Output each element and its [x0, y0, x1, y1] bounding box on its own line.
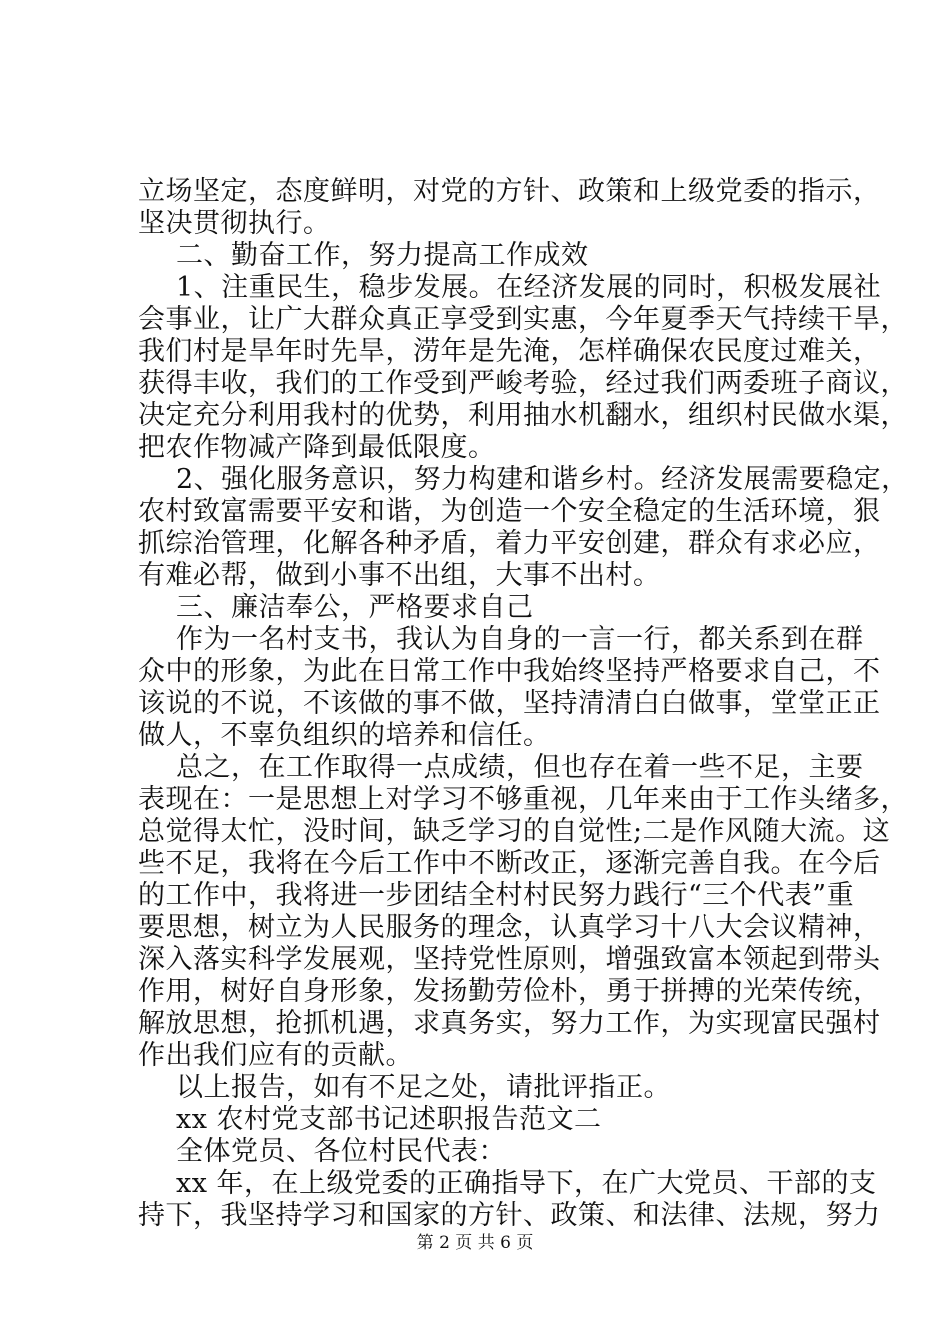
text-line: 坚决贯彻执行。 [138, 208, 331, 239]
text-line: 解放思想，抢抓机遇，求真务实，努力工作，为实现富民强村 [138, 1008, 881, 1039]
text-line: 农村致富需要平安和谐，为创造一个安全稳定的生活环境，狠 [138, 496, 881, 527]
text-line: 做人，不辜负组织的培养和信任。 [138, 720, 551, 751]
text-line: 抓综治管理，化解各种矛盾，着力平安创建，群众有求必应， [138, 528, 881, 559]
text-line: 要思想，树立为人民服务的理念，认真学习十八大会议精神， [138, 912, 881, 943]
page-number-footer: 第 2 页 共 6 页 [416, 1233, 534, 1253]
text-line: 些不足，我将在今后工作中不断改正，逐渐完善自我。在今后 [138, 848, 881, 879]
text-line: 立场坚定，态度鲜明，对党的方针、政策和上级党委的指示， [138, 176, 881, 207]
text-line: 表现在：一是思想上对学习不够重视，几年来由于工作头绪多， [138, 784, 908, 815]
text-line: 我们村是旱年时先旱，涝年是先淹，怎样确保农民度过难关， [138, 336, 881, 367]
text-line: 作出我们应有的贡献。 [138, 1040, 413, 1071]
text-line: 以上报告，如有不足之处，请批评指正。 [176, 1072, 671, 1103]
text-line: 总之，在工作取得一点成绩，但也存在着一些不足，主要 [176, 752, 864, 783]
text-line: 总觉得太忙，没时间，缺乏学习的自觉性;二是作风随大流。这 [138, 816, 891, 847]
text-line: 2、强化服务意识，努力构建和谐乡村。经济发展需要稳定， [176, 464, 909, 495]
text-line: 持下，我坚持学习和国家的方针、政策、和法律、法规，努力 [138, 1200, 881, 1231]
text-line: 决定充分利用我村的优势，利用抽水机翻水，组织村民做水渠， [138, 400, 908, 431]
document-title: xx 农村党支部书记述职报告范文二 [176, 1104, 602, 1135]
text-line: 把农作物减产降到最低限度。 [138, 432, 496, 463]
text-line: 的工作中，我将进一步团结全村村民努力践行“三个代表”重 [138, 880, 855, 911]
text-line: 众中的形象，为此在日常工作中我始终坚持严格要求自己，不 [138, 656, 881, 687]
text-line: 作为一名村支书，我认为自身的一言一行，都关系到在群 [176, 624, 864, 655]
text-line: 有难必帮，做到小事不出组，大事不出村。 [138, 560, 661, 591]
text-line: 1、注重民生，稳步发展。在经济发展的同时，积极发展社 [176, 272, 882, 303]
text-line: xx 年，在上级党委的正确指导下，在广大党员、干部的支 [176, 1168, 877, 1199]
text-line: 会事业，让广大群众真正享受到实惠，今年夏季天气持续干旱， [138, 304, 908, 335]
text-line: 深入落实科学发展观，坚持党性原则，增强致富本领起到带头 [138, 944, 881, 975]
text-line: 获得丰收，我们的工作受到严峻考验，经过我们两委班子商议， [138, 368, 908, 399]
text-line: 该说的不说，不该做的事不做，坚持清清白白做事，堂堂正正 [138, 688, 881, 719]
section-heading: 二、勤奋工作，努力提高工作成效 [176, 240, 589, 271]
section-heading: 三、廉洁奉公，严格要求自己 [176, 592, 534, 623]
text-line: 作用，树好自身形象，发扬勤劳俭朴，勇于拼搏的光荣传统， [138, 976, 881, 1007]
salutation: 全体党员、各位村民代表： [176, 1136, 506, 1167]
